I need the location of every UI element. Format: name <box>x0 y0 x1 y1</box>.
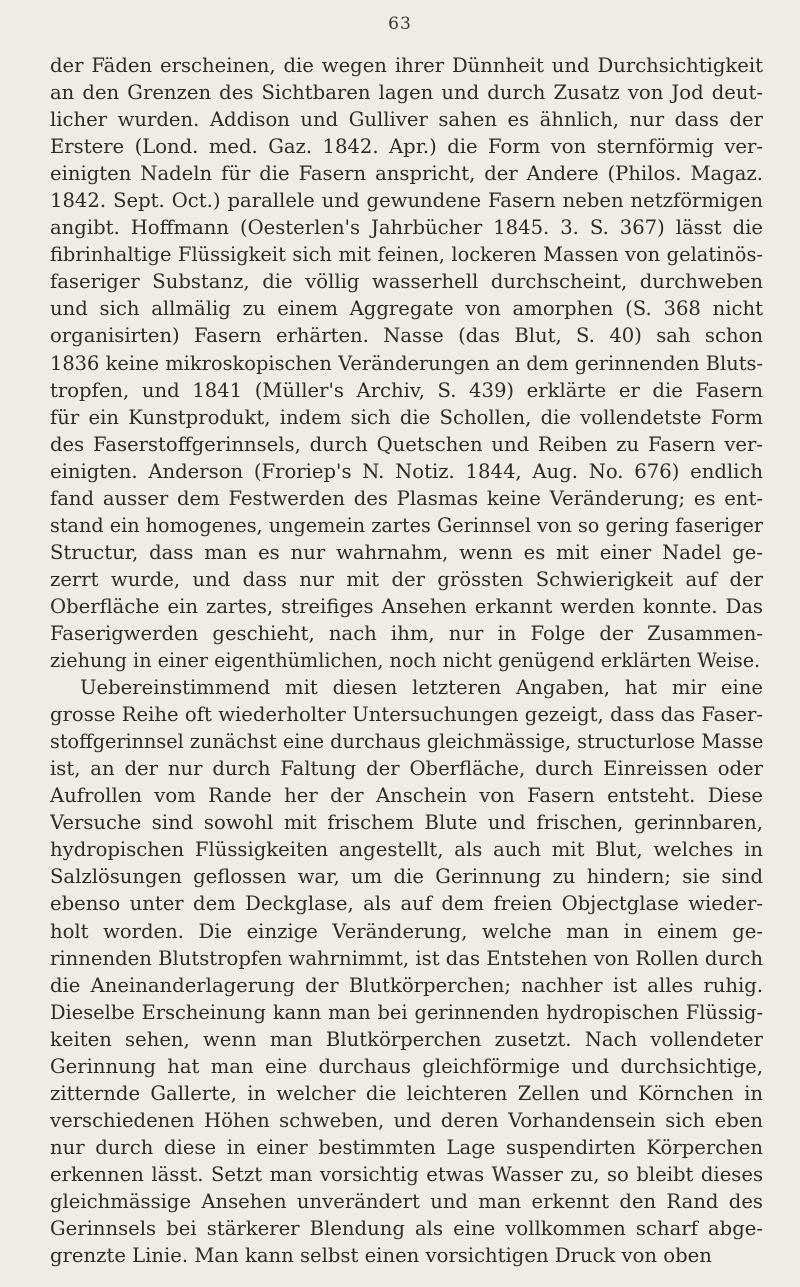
body-text <box>50 52 763 1269</box>
text-line: angibt. Hoffmann (Oesterlen's Jahrbücher 1845. 3. S. 367) lässt die <box>50 216 763 240</box>
text-line: Gerinnung hat man eine durchaus gleichförmige und durchsichtige, <box>50 1054 763 1078</box>
text-line: die Aneinanderlagerung der Blutkörperchen; nachher ist alles ruhig. <box>50 973 763 997</box>
page-number: 63 <box>388 14 412 34</box>
text-line: Faserigwerden geschieht, nach ihm, nur in Folge der Zusammen- <box>50 621 763 645</box>
text-line: Oberfläche ein zartes, streifiges Ansehen erkannt werden konnte. Das <box>50 594 763 618</box>
text-line: grenzte Linie. Man kann selbst einen vorsichtigen Druck von oben <box>50 1244 712 1268</box>
text-line: Dieselbe Erscheinung kann man bei gerinnenden hydropischen Flüssig- <box>50 1000 763 1024</box>
text-line: licher wurden. Addison und Gulliver sahen es ähnlich, nur dass der <box>50 108 763 132</box>
text-line: stoffgerinnsel zunächst eine durchaus gleichmässige, structurlose Masse <box>50 730 763 754</box>
text-line: holt worden. Die einzige Veränderung, welche man in einem ge- <box>50 919 763 943</box>
text-line: Structur, dass man es nur wahrnahm, wenn es mit einer Nadel ge- <box>50 540 763 564</box>
text-line: und sich allmälig zu einem Aggregate von amorphen (S. 368 nicht <box>50 297 763 321</box>
text-line: ebenso unter dem Deckglase, als auf dem freien Objectglase wieder- <box>50 892 763 916</box>
text-line: 1842. Sept. Oct.) parallele und gewundene Fasern neben netzförmigen <box>50 189 763 213</box>
text-line: Uebereinstimmend mit diesen letzteren Angaben, hat mir eine <box>80 676 763 700</box>
text-line: für ein Kunstprodukt, indem sich die Schollen, die vollendetste Form <box>50 405 763 429</box>
text-line: Gerinnsels bei stärkerer Blendung als eine vollkommen scharf abge- <box>50 1217 763 1241</box>
text-line: rinnenden Blutstropfen wahrnimmt, ist das Entstehen von Rollen durch <box>50 946 763 970</box>
text-line: an den Grenzen des Sichtbaren lagen und durch Zusatz von Jod deut- <box>50 81 763 105</box>
text-line: hydropischen Flüssigkeiten angestellt, als auch mit Blut, welches in <box>50 838 763 862</box>
text-line: grosse Reihe oft wiederholter Untersuchungen gezeigt, dass das Faser- <box>50 703 763 727</box>
text-line: zitternde Gallerte, in welcher die leichteren Zellen und Körnchen in <box>50 1081 763 1105</box>
text-line: gleichmässige Ansehen unverändert und man erkennt den Rand des <box>50 1189 763 1213</box>
text-line: fibrinhaltige Flüssigkeit sich mit feinen, lockeren Massen von gelatinös- <box>50 243 763 267</box>
text-line: einigten Nadeln für die Fasern anspricht, der Andere (Philos. Magaz. <box>50 162 763 186</box>
text-line: keiten sehen, wenn man Blutkörperchen zusetzt. Nach vollendeter <box>50 1027 763 1051</box>
text-line: stand ein homogenes, ungemein zartes Gerinnsel von so gering faseriger <box>50 513 763 537</box>
text-line: ist, an der nur durch Faltung der Oberfläche, durch Einreissen oder <box>50 757 763 781</box>
text-line: faseriger Substanz, die völlig wasserhell durchscheint, durchweben <box>50 270 763 294</box>
text-line: tropfen, und 1841 (Müller's Archiv, S. 439) erklärte er die Fasern <box>50 378 763 402</box>
text-line: organisirten) Fasern erhärten. Nasse (das Blut, S. 40) sah schon <box>50 324 763 348</box>
text-line: verschiedenen Höhen schweben, und deren Vorhandensein sich eben <box>50 1108 763 1132</box>
text-line: nur durch diese in einer bestimmten Lage suspendirten Körperchen <box>50 1135 763 1159</box>
text-line: 1836 keine mikroskopischen Veränderungen an dem gerinnenden Bluts- <box>50 351 763 375</box>
text-line: Salzlösungen geflossen war, um die Gerinnung zu hindern; sie sind <box>50 865 763 889</box>
text-line: erkennen lässt. Setzt man vorsichtig etwas Wasser zu, so bleibt dieses <box>50 1162 763 1186</box>
text-line: Versuche sind sowohl mit frischem Blute und frischen, gerinnbaren, <box>50 811 763 835</box>
text-line: Erstere (Lond. med. Gaz. 1842. Apr.) die Form von sternförmig ver- <box>50 135 763 159</box>
text-line: Aufrollen vom Rande her der Anschein von Fasern entsteht. Diese <box>50 784 763 808</box>
text-line: der Fäden erscheinen, die wegen ihrer Dünnheit und Durchsichtigkeit <box>50 54 763 77</box>
text-line: zerrt wurde, und dass nur mit der grössten Schwierigkeit auf der <box>50 567 763 591</box>
text-line: des Faserstoffgerinnsels, durch Quetschen und Reiben zu Fasern ver- <box>50 432 763 456</box>
text-line: fand ausser dem Festwerden des Plasmas keine Veränderung; es ent- <box>50 486 763 510</box>
text-line: einigten. Anderson (Froriep's N. Notiz. 1844, Aug. No. 676) endlich <box>50 459 763 483</box>
text-line: ziehung in einer eigenthümlichen, noch nicht genügend erklärten Weise. <box>50 649 761 673</box>
